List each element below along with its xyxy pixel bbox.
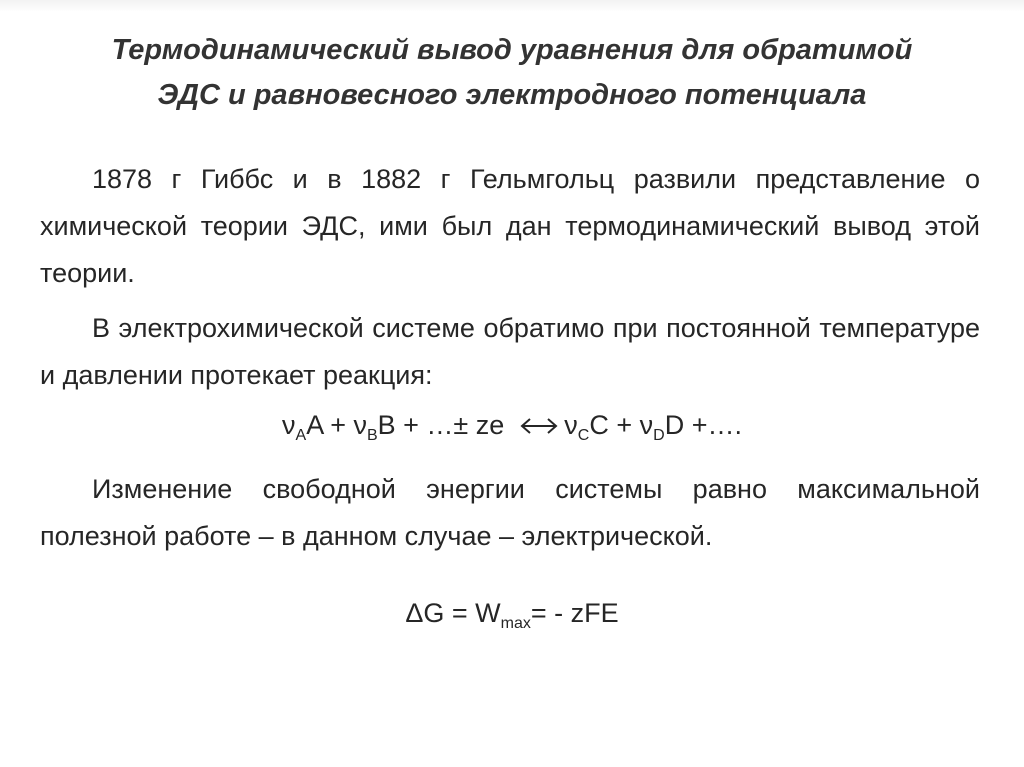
slide-title — [20, 28, 1004, 118]
reaction-equation — [0, 410, 1024, 444]
formula-rhs: = - zFE — [530, 598, 619, 628]
term-c: C + — [589, 410, 640, 440]
formula-sub-max: max — [500, 615, 531, 632]
sub-c: C — [577, 427, 590, 444]
sub-a: A — [295, 427, 307, 444]
nu-d: ν — [639, 410, 654, 440]
term-a: A + — [306, 410, 354, 440]
gibbs-energy-formula — [0, 598, 1024, 632]
formula-lhs: ΔG = W — [405, 598, 501, 628]
double-arrow-icon — [518, 416, 560, 436]
term-b: B + …± ze — [377, 410, 505, 440]
paragraph-free-energy — [40, 466, 980, 560]
paragraph-gibbs-helmholtz — [40, 156, 980, 297]
paragraph-reaction-intro — [40, 305, 980, 399]
paragraph-2-text: В электрохимической системе обратимо при постоянной температуре и давлении протекает реакция: — [40, 313, 980, 390]
title-line-1: Термодинамический вывод уравнения для обратимой — [111, 34, 913, 66]
nu-b: ν — [353, 410, 367, 440]
paragraph-3-text: Изменение свободной энергии системы равно максимальной полезной работе – в данном случае – электрической. — [40, 474, 980, 551]
nu-a: ν — [282, 410, 296, 440]
title-line-2: ЭДС и равновесного электродного потенциала — [157, 79, 867, 111]
sub-b: B — [366, 427, 378, 444]
sub-d: D — [653, 427, 665, 444]
term-d: D +…. — [664, 410, 742, 440]
nu-c: ν — [564, 410, 578, 440]
paragraph-1-text: 1878 г Гиббс и в 1882 г Гельмгольц развили представление о химической теории ЭДС, ими был дан термодинамический вывод этой теории. — [40, 164, 980, 288]
